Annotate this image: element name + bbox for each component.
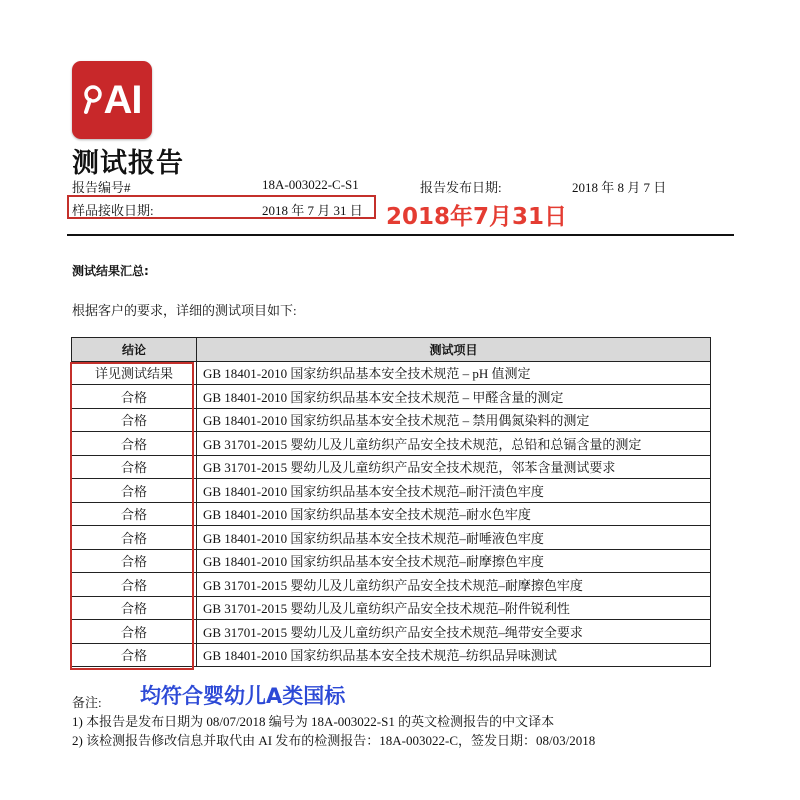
- report-title: 测试报告: [72, 148, 184, 179]
- report-number-label: 报告编号#: [72, 180, 131, 195]
- issue-date-value: 2018 年 8 月 7 日: [572, 180, 667, 195]
- test-item-cell: GB 31701-2015 婴幼儿及儿童纺织产品安全技术规范–耐摩擦色牢度: [197, 573, 711, 597]
- note-line-1: 1) 本报告是发布日期为 08/07/2018 编号为 18A-003022-S1 的英文检测报告的中文译本: [72, 714, 555, 729]
- highlight-date-annotation: 2018年7月31日: [386, 204, 568, 230]
- conclusion-cell: 合格: [72, 479, 197, 503]
- magnifier-icon: [83, 85, 103, 115]
- notes-label: 备注:: [72, 695, 102, 710]
- test-item-cell: GB 31701-2015 婴幼儿及儿童纺织产品安全技术规范，邻苯含量测试要求: [197, 455, 711, 479]
- header-conclusion: 结论: [72, 338, 197, 362]
- conclusion-cell: 合格: [72, 408, 197, 432]
- conclusion-cell: 合格: [72, 643, 197, 667]
- received-date-label: 样品接收日期:: [72, 203, 154, 218]
- compliance-annotation: 均符合婴幼儿A类国标: [140, 684, 346, 708]
- test-item-cell: GB 18401-2010 国家纺织品基本安全技术规范–耐摩擦色牢度: [197, 549, 711, 573]
- test-item-cell: GB 18401-2010 国家纺织品基本安全技术规范–耐汗渍色牢度: [197, 479, 711, 503]
- conclusion-column-highlight-box: [70, 362, 194, 670]
- test-item-cell: GB 18401-2010 国家纺织品基本安全技术规范–耐水色牢度: [197, 502, 711, 526]
- conclusion-cell: 合格: [72, 573, 197, 597]
- conclusion-cell: 合格: [72, 620, 197, 644]
- summary-heading: 测试结果汇总:: [72, 264, 149, 278]
- issue-date-label: 报告发布日期:: [420, 180, 502, 195]
- test-item-cell: GB 31701-2015 婴幼儿及儿童纺织产品安全技术规范–附件锐利性: [197, 596, 711, 620]
- header-test-item: 测试项目: [197, 338, 711, 362]
- table-header-row: [72, 338, 711, 362]
- report-number-value: 18A-003022-C-S1: [262, 177, 359, 192]
- conclusion-cell: 合格: [72, 432, 197, 456]
- test-item-cell: GB 18401-2010 国家纺织品基本安全技术规范 – 甲醛含量的测定: [197, 385, 711, 409]
- test-item-cell: GB 18401-2010 国家纺织品基本安全技术规范–耐唾液色牢度: [197, 526, 711, 550]
- conclusion-cell: 合格: [72, 385, 197, 409]
- conclusion-cell: 合格: [72, 455, 197, 479]
- logo-text: AI: [103, 77, 142, 122]
- test-item-cell: GB 31701-2015 婴幼儿及儿童纺织产品安全技术规范–绳带安全要求: [197, 620, 711, 644]
- test-item-cell: GB 31701-2015 婴幼儿及儿童纺织产品安全技术规范，总铅和总镉含量的测定: [197, 432, 711, 456]
- conclusion-cell: 合格: [72, 526, 197, 550]
- intro-text: 根据客户的要求，详细的测试项目如下:: [72, 303, 297, 318]
- header-divider: [67, 234, 734, 236]
- test-item-cell: GB 18401-2010 国家纺织品基本安全技术规范–纺织品异味测试: [197, 643, 711, 667]
- conclusion-cell: 合格: [72, 549, 197, 573]
- company-logo: [72, 61, 152, 139]
- note-line-2: 2) 该检测报告修改信息并取代由 AI 发布的检测报告：18A-003022-C，签发日期：08/03/2018: [72, 733, 596, 748]
- test-item-cell: GB 18401-2010 国家纺织品基本安全技术规范 – 禁用偶氮染料的测定: [197, 408, 711, 432]
- conclusion-cell: 合格: [72, 596, 197, 620]
- conclusion-cell: 合格: [72, 502, 197, 526]
- test-item-cell: GB 18401-2010 国家纺织品基本安全技术规范 – pH 值测定: [197, 361, 711, 385]
- conclusion-cell: 详见测试结果: [72, 361, 197, 385]
- received-date-value: 2018 年 7 月 31 日: [262, 203, 363, 218]
